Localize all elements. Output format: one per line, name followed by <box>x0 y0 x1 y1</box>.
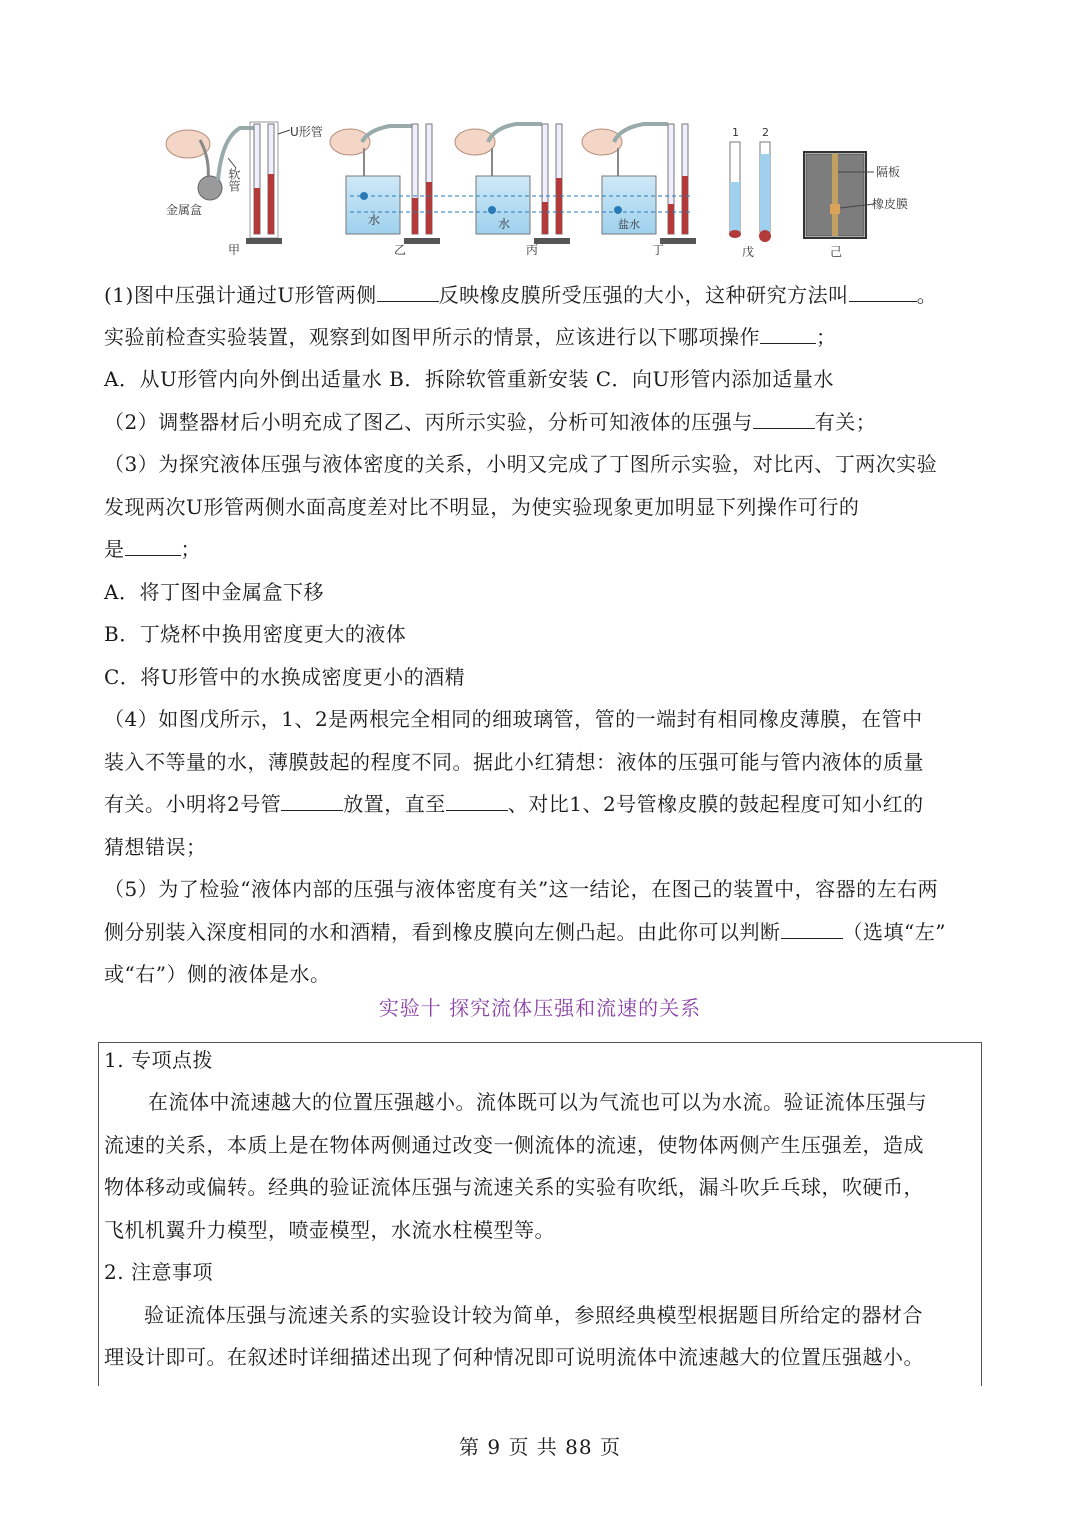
caption-bing: 丙 <box>526 243 539 257</box>
tube2-label: 2 <box>762 126 769 139</box>
tips-p1-line1: 在流体中流速越大的位置压强越小。流体既可以为气流也可以为水流。验证流体压强与 <box>148 1090 927 1114</box>
q4-line2: 装入不等量的水，薄膜鼓起的程度不同。据此小红猜想：液体的压强可能与管内液体的质量 <box>104 750 924 774</box>
blank <box>760 325 816 344</box>
setup-ji <box>804 152 908 259</box>
caption-jia: 甲 <box>228 243 241 257</box>
blank <box>753 410 815 429</box>
q2-line: （2）调整器材后小明充成了图乙、丙所示实验，分析可知液体的压强与 有关； <box>104 410 877 434</box>
blank <box>781 920 843 939</box>
q3-option-c: C．将U形管中的水换成密度更小的酒精 <box>104 665 466 689</box>
membrane-label: 橡皮膜 <box>872 197 909 211</box>
q4-line4: 猜想错误； <box>104 835 207 859</box>
caption-ji: 己 <box>830 245 843 259</box>
q5-line1: （5）为了检验“液体内部的压强与液体密度有关”这一结论，在图己的装置中，容器的左右两 <box>104 877 939 901</box>
q3-line2: 发现两次U形管两侧水面高度差对比不明显，为使实验现象更加明显下列操作可行的 <box>104 495 860 519</box>
metal-box-label: 金属盒 <box>166 203 203 217</box>
tube1-label: 1 <box>732 126 739 139</box>
tips-p2-line2: 理设计即可。在叙述时详细描述出现了何种情况即可说明流体中流速越大的位置压强越小。 <box>104 1345 924 1369</box>
tips-p1-line2: 流速的关系，本质上是在物体两侧通过改变一侧流体的流速，使物体两侧产生压强差，造成 <box>104 1133 924 1157</box>
soft-tube-label: 软管 <box>227 168 241 192</box>
q5-line2: 侧分别装入深度相同的水和酒精，看到橡皮膜向左侧凸起。由此你可以判断 （选填“左” <box>104 920 946 944</box>
q1-line1: (1)图中压强计通过U形管两侧 反映橡皮膜所受压强的大小，这种研究方法叫 。 <box>104 283 938 307</box>
water-label-yi: 水 <box>368 213 381 227</box>
setup-wu <box>729 126 771 259</box>
blank <box>125 537 181 556</box>
page-footer: 第 9 页 共 88 页 <box>459 1435 621 1459</box>
caption-yi: 乙 <box>394 243 407 257</box>
caption-wu: 戊 <box>742 245 755 259</box>
setup-bing <box>455 124 570 257</box>
q1-options: A．从U形管内向外倒出适量水 B．拆除软管重新安装 C．向U形管内添加适量水 <box>104 367 834 391</box>
brine-label: 盐水 <box>618 218 640 231</box>
q4-line3: 有关。小明将2号管 放置，直至 、对比1、2号管橡皮膜的鼓起程度可知小红的 <box>104 792 924 816</box>
partition-label: 隔板 <box>876 165 901 179</box>
blank <box>377 283 439 302</box>
tips-p2-line1: 验证流体压强与流速关系的实验设计较为简单，参照经典模型根据题目所给定的器材合 <box>144 1303 923 1327</box>
caption-ding: 丁 <box>652 243 665 257</box>
tips-heading-2: 2. 注意事项 <box>104 1260 213 1284</box>
q5-line3: 或“右”）侧的液体是水。 <box>104 962 331 986</box>
u-tube-label: U形管 <box>290 125 323 139</box>
tips-heading-1: 1. 专项点拨 <box>104 1048 213 1072</box>
q3-line3: 是 ； <box>104 537 201 561</box>
water-label-bing: 水 <box>498 217 511 231</box>
blank <box>849 283 917 302</box>
experiment-figure <box>150 118 940 268</box>
section-title: 实验十 探究流体压强和流速的关系 <box>378 996 702 1020</box>
setup-yi <box>330 124 440 257</box>
setup-jia <box>166 122 323 257</box>
q3-line1: （3）为探究液体压强与液体密度的关系，小明又完成了丁图所示实验，对比丙、丁两次实验 <box>104 452 938 476</box>
q3-option-b: B．丁烧杯中换用密度更大的液体 <box>104 622 407 646</box>
blank <box>446 792 508 811</box>
q3-option-a: A．将丁图中金属盒下移 <box>104 580 324 604</box>
tips-p1-line4: 飞机机翼升力模型，喷壶模型，水流水柱模型等。 <box>104 1218 555 1242</box>
blank <box>281 792 343 811</box>
tips-p1-line3: 物体移动或偏转。经典的验证流体压强与流速关系的实验有吹纸，漏斗吹乒乓球，吹硬币， <box>104 1175 924 1199</box>
q1-line2: 实验前检查实验装置，观察到如图甲所示的情景，应该进行以下哪项操作 ； <box>104 325 837 349</box>
q4-line1: （4）如图戊所示，1、2是两根完全相同的细玻璃管，管的一端封有相同橡皮薄膜，在管中 <box>104 707 923 731</box>
